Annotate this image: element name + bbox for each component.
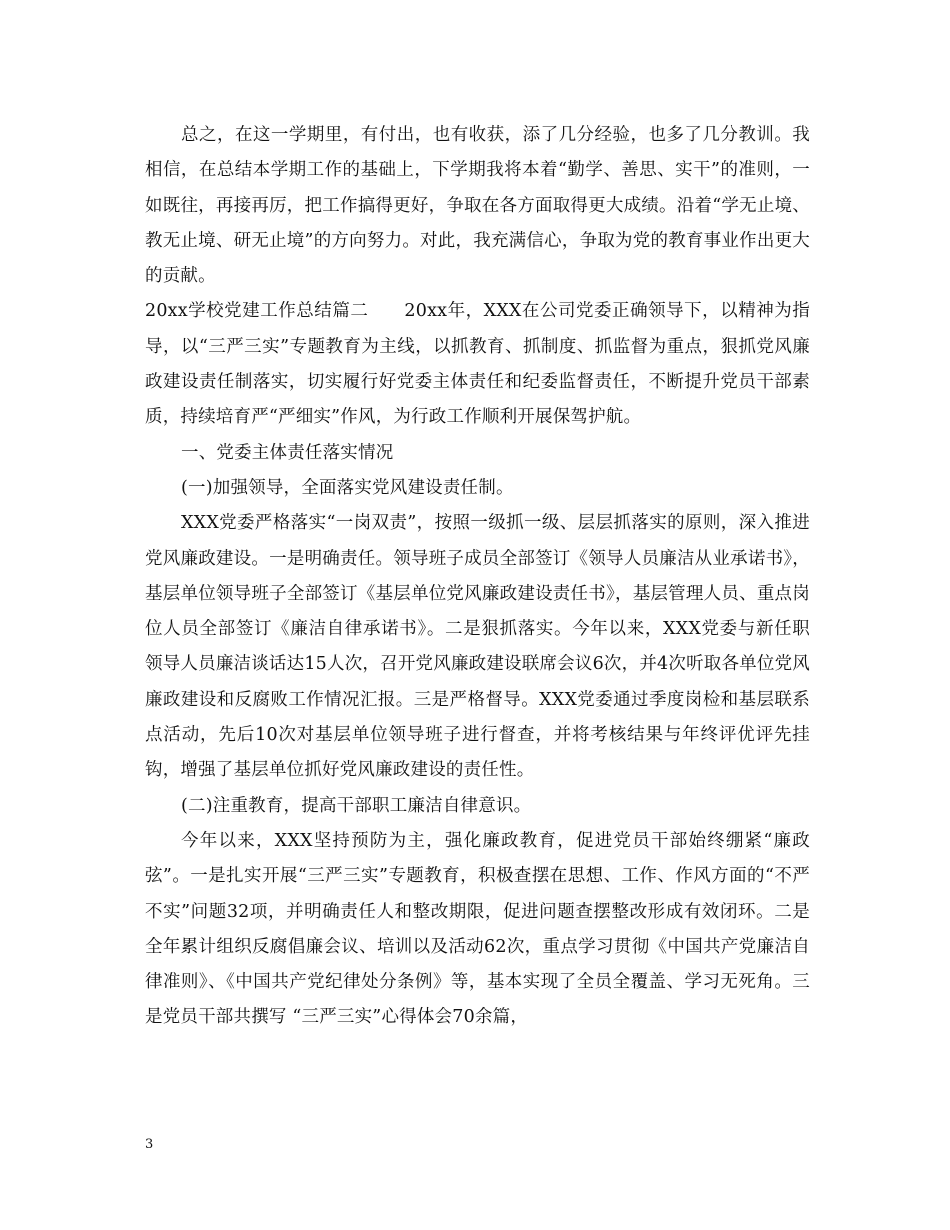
section-heading-1: 一、党委主体责任落实情况 xyxy=(181,442,394,463)
paragraph-education: 今年以来，XXX坚持预防为主，强化廉政教育，促进党员干部始终绷紧“廉政弦”。一是扎实开展“三严三实”专题教育，积极查摆在思想、工作、作风方面的“不严不实”问题32项，并明确责任人和整改期限，促进问题查摆整改形成有效闭环。二是全年累计组织反腐倡廉会议、培训以及活动62次，重点学习贯彻《中国共产党廉洁自律准则》、《中国共产党纪律处分条例》等，基本实现了全员全覆盖、学习无死角。三是党员干部共撰写 “三严三实”心得体会70余篇， xyxy=(145,830,810,1028)
subsection-heading-2: (二)注重教育，提高干部职工廉洁自律意识。 xyxy=(181,795,532,816)
paragraph-summary: 总之，在这一学期里，有付出，也有收获，添了几分经验，也多了几分教训。我相信，在总结本学期工作的基础上，下学期我将本着“勤学、善思、实干”的准则，一如既往，再接再厉，把工作搞得更好，争取在各方面取得更大成绩。沿着“学无止境、教无止境、研无止境”的方向努力。对此，我充满信心，争取为党的教育事业作出更大的贡献。 xyxy=(145,125,810,287)
paragraph-leadership: XXX党委严格落实“一岗双责”，按照一级抓一级、层层抓落实的原则，深入推进党风廉政建设。一是明确责任。领导班子成员全部签订《领导人员廉洁从业承诺书》，基层单位领导班子全部签订《基层单位党风廉政建设责任书》，基层管理人员、重点岗位人员全部签订《廉洁自律承诺书》。二是狠抓落实。今年以来，XXX党委与新任职领导人员廉洁谈话达15人次，召开党风廉政建设联席会议6次，并4次听取各单位党风廉政建设和反腐败工作情况汇报。三是严格督导。XXX党委通过季度岗检和基层联系点活动，先后10次对基层单位领导班子进行督查，并将考核结果与年终评优评先挂钩，增强了基层单位抓好党风廉政建设的责任性。 xyxy=(145,513,810,781)
page-number: 3 xyxy=(145,1137,154,1152)
document-body xyxy=(145,118,810,1036)
paragraph-article-two-intro: 20xx学校党建工作总结篇二 20xx年，XXX在公司党委正确领导下，以精神为指导，以“三严三实”专题教育为主线，以抓教育、抓制度、抓监督为重点，狠抓党风廉政建设责任制落实，切实履行好党委主体责任和纪委监督责任，不断提升党员干部素质，持续培育严“严细实”作风，为行政工作顺利开展保驾护航。 xyxy=(145,301,810,428)
subsection-heading-1: (一)加强领导，全面落实党风建设责任制。 xyxy=(181,477,514,498)
